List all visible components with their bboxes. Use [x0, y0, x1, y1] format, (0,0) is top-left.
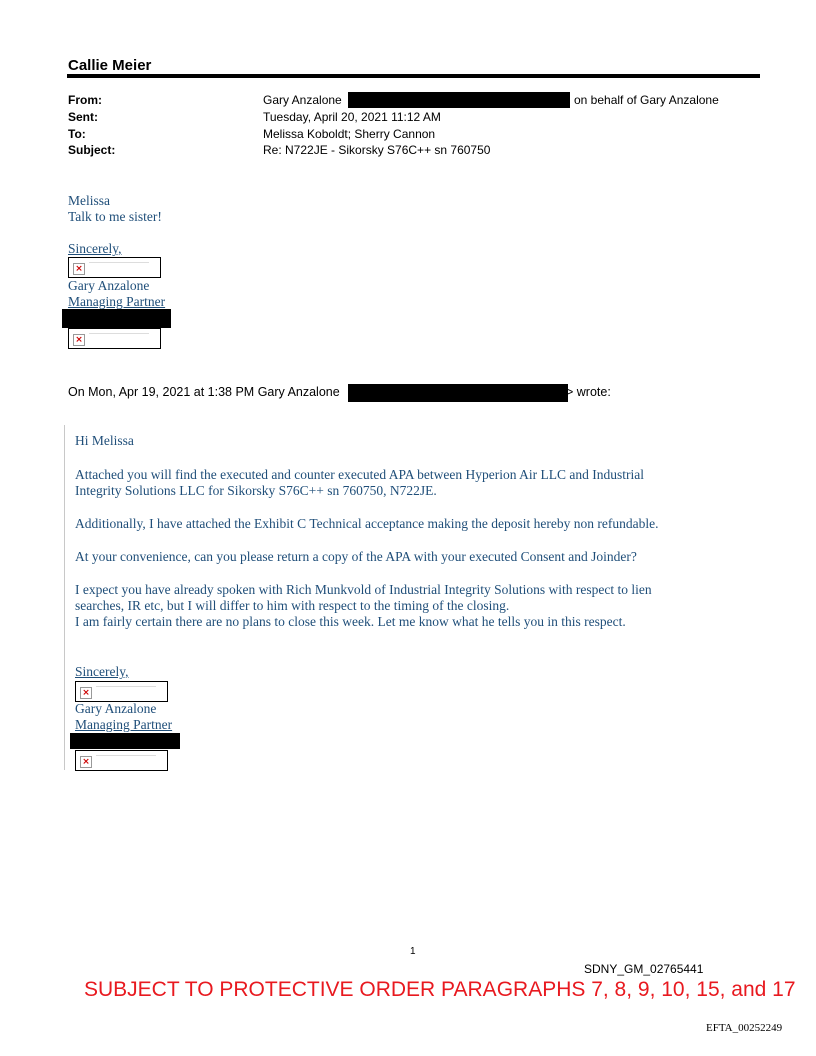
quoted-paragraph-4-line-2: searches, IR etc, but I will differ to him with respect to the timing of the closing.	[75, 598, 510, 613]
signature-logo-image	[68, 257, 161, 278]
quoted-closing: Sincerely,	[75, 664, 129, 679]
image-alt-line	[96, 755, 156, 756]
efta-identifier: EFTA_00252249	[706, 1022, 783, 1034]
image-alt-line	[89, 262, 149, 263]
quote-bar	[64, 425, 65, 770]
quoted-signature-logo-image	[75, 681, 168, 702]
quoted-signature-banner-image	[75, 750, 168, 771]
redaction-from-email	[348, 92, 570, 108]
document-owner-name: Callie Meier	[68, 57, 152, 74]
image-alt-line	[96, 686, 156, 687]
redaction-quote-email	[348, 384, 568, 402]
quoted-paragraph-4-line-1: I expect you have already spoken with Rich Munkvold of Industrial Integrity Solutions with respect to lien	[75, 582, 652, 597]
broken-image-icon: ×	[73, 263, 85, 275]
quoted-paragraph-1-line-2: Integrity Solutions LLC for Sikorsky S76C++ sn 760750, N722JE.	[75, 483, 437, 498]
reply-line: Talk to me sister!	[68, 209, 162, 224]
header-divider	[67, 74, 760, 78]
quote-attribution-suffix: > wrote:	[566, 385, 611, 399]
reply-greeting: Melissa	[68, 193, 110, 208]
quoted-paragraph-4-line-3: I am fairly certain there are no plans to close this week. Let me know what he tells you in this respect.	[75, 614, 626, 629]
subject-label: Subject:	[68, 143, 116, 157]
from-suffix: on behalf of Gary Anzalone	[574, 93, 719, 107]
reply-closing: Sincerely,	[68, 241, 122, 256]
redaction-quoted-signature-contact	[70, 733, 180, 749]
from-name: Gary Anzalone	[263, 93, 342, 107]
broken-image-icon: ×	[73, 334, 85, 346]
protective-order-notice: SUBJECT TO PROTECTIVE ORDER PARAGRAPHS 7, 8, 9, 10, 15, and 17	[84, 978, 796, 1001]
image-alt-line	[89, 333, 149, 334]
quote-attribution: On Mon, Apr 19, 2021 at 1:38 PM Gary Anzalone	[68, 385, 340, 399]
broken-image-icon: ×	[80, 756, 92, 768]
sent-label: Sent:	[68, 110, 98, 124]
page-number: 1	[410, 946, 416, 957]
from-label: From:	[68, 93, 102, 107]
quoted-paragraph-2: Additionally, I have attached the Exhibit C Technical acceptance making the deposit hereby non refundable.	[75, 516, 659, 531]
bates-number: SDNY_GM_02765441	[584, 962, 704, 976]
redaction-signature-contact	[62, 309, 171, 328]
broken-image-icon: ×	[80, 687, 92, 699]
subject-value: Re: N722JE - Sikorsky S76C++ sn 760750	[263, 143, 491, 157]
quoted-signature-name: Gary Anzalone	[75, 701, 157, 716]
quoted-signature-title: Managing Partner	[75, 717, 173, 732]
to-label: To:	[68, 127, 86, 141]
sent-value: Tuesday, April 20, 2021 11:12 AM	[263, 110, 441, 124]
reply-signature-name: Gary Anzalone	[68, 278, 150, 293]
reply-signature-title: Managing Partner	[68, 294, 166, 309]
quoted-paragraph-1-line-1: Attached you will find the executed and counter executed APA between Hyperion Air LLC and Industrial	[75, 467, 644, 482]
quoted-paragraph-3: At your convenience, can you please return a copy of the APA with your executed Consent and Joinder?	[75, 549, 637, 564]
quoted-greeting: Hi Melissa	[75, 433, 134, 448]
to-value: Melissa Koboldt; Sherry Cannon	[263, 127, 436, 141]
signature-banner-image	[68, 328, 161, 349]
